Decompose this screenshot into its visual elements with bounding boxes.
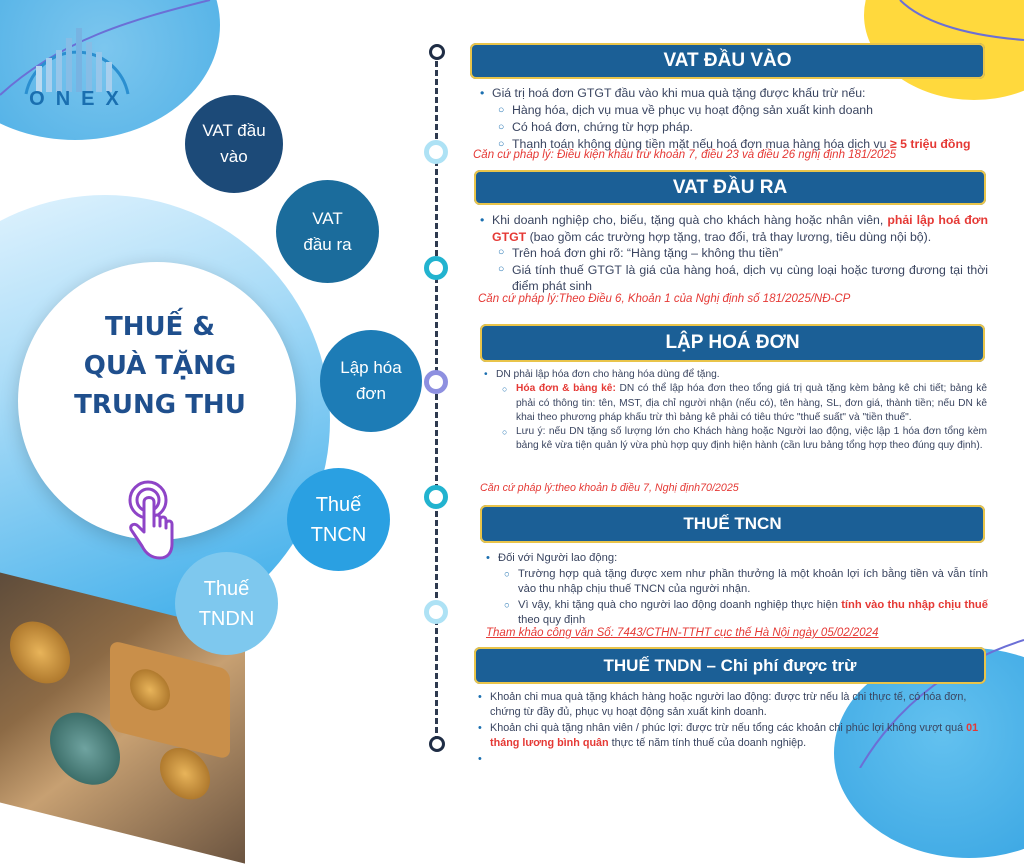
section-header-pit: THUẾ TNCN bbox=[480, 505, 985, 543]
section-body-pit bbox=[484, 551, 988, 629]
legal-reference-link[interactable]: Tham khảo công văn Số: 7443/CTHN-TTHT cục thế Hà Nội ngày 05/02/2024 bbox=[486, 627, 879, 639]
highlight-text: 01 tháng lương bình quân bbox=[490, 721, 979, 750]
circle-pit-line-2: TNCN bbox=[310, 523, 367, 546]
section-header-vat-output: VAT ĐẦU RA bbox=[474, 170, 986, 205]
list-item bbox=[476, 721, 988, 752]
list-item: • DN phải lập hóa đơn cho hàng hóa dùng để tặng. bbox=[482, 368, 987, 382]
list-item-text: thực tế năm tính thuế của doanh nghiệp. bbox=[608, 737, 807, 750]
circle-pit-line-1: Thuế bbox=[315, 493, 362, 516]
circle-cit-line-2: TNDN bbox=[198, 607, 255, 630]
list-item: • Đối với Người lao động: bbox=[484, 551, 988, 567]
list-item: ○ Trường hợp quà tặng được xem như phần thưởng là một khoản lợi ích bằng tiền và vẫn tính vào thu nhập chịu thuế TNCN của người nhận. bbox=[504, 567, 988, 598]
timeline-dot bbox=[429, 736, 445, 752]
list-item bbox=[502, 382, 987, 425]
page-title bbox=[40, 308, 280, 425]
timeline-dot bbox=[429, 44, 445, 60]
section-body-invoice bbox=[482, 368, 987, 454]
list-item-text: theo quy định bbox=[518, 614, 586, 626]
timeline-dot bbox=[424, 600, 448, 624]
list-item bbox=[478, 212, 988, 245]
page-title-line-1: THUẾ & bbox=[104, 312, 216, 342]
list-item: ○ Trên hoá đơn ghi rõ: “Hàng tặng – không thu tiền” bbox=[498, 245, 988, 262]
circle-cit-line-1: Thuế bbox=[203, 577, 250, 600]
circle-vat-input-line-2: vào bbox=[220, 147, 248, 166]
circle-pit[interactable] bbox=[287, 468, 390, 571]
list-item: ○ Có hoá đơn, chứng từ hợp pháp. bbox=[498, 119, 988, 136]
timeline-dot bbox=[424, 140, 448, 164]
highlight-text: tính vào thu nhập chịu thuế bbox=[841, 598, 988, 611]
list-item: • Giá trị hoá đơn GTGT đầu vào khi mua quà tặng được khấu trừ nếu: bbox=[478, 85, 988, 102]
list-item-text: DN có thể lập hóa đơn theo tổng giá trị quà tặng kèm bảng kê chi tiết; bảng kê phải có thông tin: tên, MST, địa chỉ người nhận (nếu có), tên hàng, SL, đơn giá, thành tiền; nếu DN kê khai theo phương pháp khấu trừ thì bảng kê phải có tiêu thức "thuế suất" và "tiền thuế". bbox=[516, 383, 987, 423]
section-body-vat-output bbox=[478, 212, 988, 295]
list-item-text: Khi doanh nghiệp cho, biếu, tặng quà cho khách hàng hoặc nhân viên, bbox=[492, 213, 888, 227]
list-item-text: Khoản chi quà tặng nhân viên / phúc lợi: được trừ nếu tổng các khoản chi phúc lợi không vượt quá bbox=[490, 721, 967, 734]
highlight-text: ≥ 5 triệu đồng bbox=[889, 137, 971, 151]
circle-invoice-line-2: đơn bbox=[355, 384, 387, 403]
section-header-cit: THUẾ TNDN – Chi phí được trừ bbox=[474, 647, 986, 684]
highlight-text: Hóa đơn & bảng kê: bbox=[516, 383, 616, 395]
list-item-text: Vì vậy, khi tặng quà cho người lao động doanh nghiệp thực hiện bbox=[518, 598, 842, 611]
logo-text: ONEX bbox=[29, 88, 130, 110]
list-item bbox=[476, 752, 988, 767]
circle-vat-input[interactable] bbox=[185, 95, 283, 193]
list-item: • Khoản chi mua quà tặng khách hàng hoặc người lao động: được trừ nếu là chi thực tế, có hóa đơn, chứng từ đầy đủ, phục vụ hoạt động sản xuất kinh doanh. bbox=[476, 690, 988, 721]
legal-basis-note: Căn cứ pháp lý:Theo Điều 6, Khoản 1 của Nghị định số 181/2025/NĐ-CP bbox=[478, 293, 851, 305]
section-body-cit bbox=[476, 690, 988, 767]
highlight-text: phải lập hoá đơn GTGT bbox=[492, 213, 988, 244]
list-item: ○ Hàng hóa, dịch vụ mua về phục vụ hoạt động sản xuất kinh doanh bbox=[498, 102, 988, 119]
page-title-line-2: QUÀ TẶNG bbox=[83, 351, 237, 381]
circle-vat-output-line-2: đầu ra bbox=[303, 234, 352, 254]
list-item: ○ Lưu ý: nếu DN tặng số lượng lớn cho Khách hàng hoặc Người lao động, việc lập 1 hóa đơn tổng kèm bảng kê vừa tiện quản lý vừa phù hợp quy định hiện hành (cần lưu bảng tổng hợp theo đúng quy định). bbox=[502, 425, 987, 454]
circle-vat-input-line-1: VAT đầu bbox=[202, 121, 266, 140]
legal-basis-note: Căn cứ pháp lý: Điều kiện khấu trừ khoản 7, điều 23 và điều 26 nghị định 181/2025 bbox=[473, 149, 897, 161]
legal-basis-note: Căn cứ pháp lý:theo khoản b điều 7, Nghị định70/2025 bbox=[480, 482, 739, 494]
hand-pointer-icon bbox=[112, 480, 174, 564]
circle-vat-output-line-1: VAT bbox=[312, 208, 343, 228]
page-title-line-3: TRUNG THU bbox=[74, 390, 246, 420]
list-item-text: (bao gồm các trường hợp tặng, trao đổi, trả thay lương, tiêu dùng nội bộ). bbox=[526, 229, 932, 244]
section-header-invoice: LẬP HOÁ ĐƠN bbox=[480, 324, 985, 362]
list-item bbox=[504, 598, 988, 629]
circle-cit[interactable] bbox=[175, 552, 278, 655]
timeline-dot bbox=[424, 485, 448, 509]
timeline-dot bbox=[424, 370, 448, 394]
circle-vat-output[interactable] bbox=[276, 180, 379, 283]
section-header-vat-input: VAT ĐẦU VÀO bbox=[470, 43, 985, 79]
circle-invoice-line-1: Lập hóa bbox=[340, 358, 402, 377]
timeline-dot bbox=[424, 256, 448, 280]
list-item: ○ Giá tính thuế GTGT là giá của hàng hoá, dịch vụ cùng loại hoặc tương đương tại thời điểm phát sinh bbox=[498, 262, 988, 295]
circle-invoice[interactable] bbox=[320, 330, 422, 432]
section-body-vat-input bbox=[478, 85, 988, 153]
list-item-text: Thanh toán không dùng tiền mặt nếu hoá đơn mua hàng hóa dịch vụ bbox=[512, 137, 890, 151]
